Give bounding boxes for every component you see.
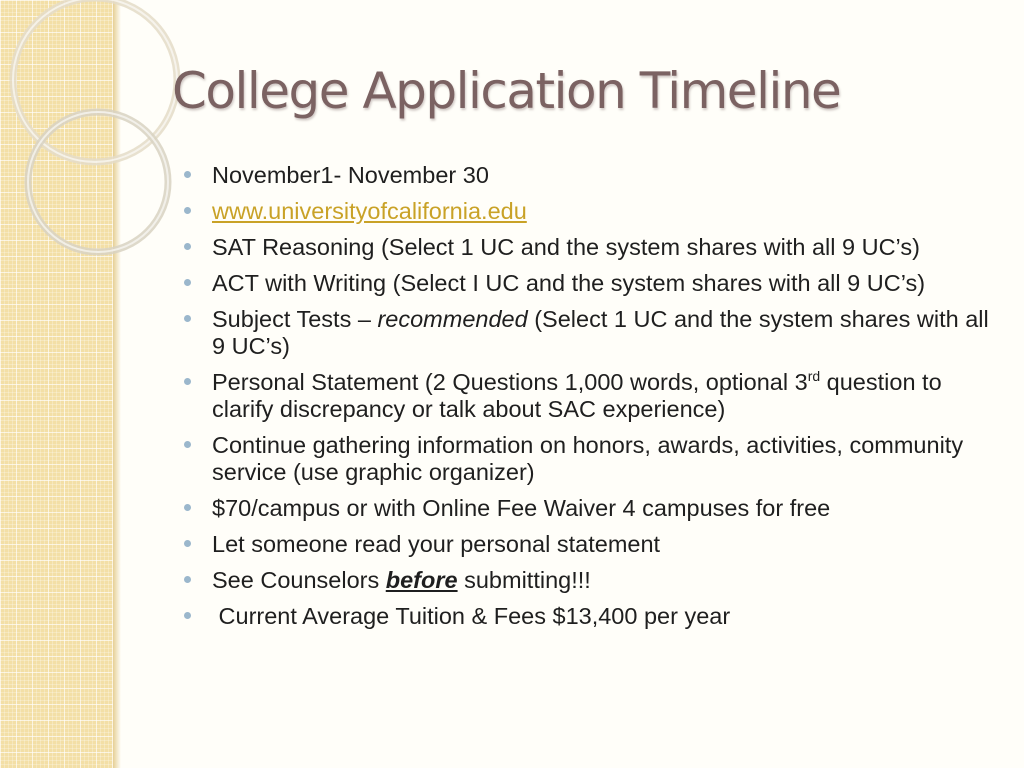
bullet-dot-icon	[184, 612, 191, 619]
bullet-item	[182, 495, 1002, 522]
bullet-emphasis: recommended	[377, 306, 528, 332]
bullet-text-post: submitting!!!	[457, 567, 591, 593]
decorative-side-band	[0, 0, 113, 768]
bullet-text: $70/campus or with Online Fee Waiver 4 campuses for free	[212, 495, 831, 521]
bullet-text: Continue gathering information on honors, awards, activities, community service (use graphic organizer)	[212, 432, 964, 485]
slide-title: College Application Timeline	[172, 62, 841, 120]
bullet-item	[182, 270, 1002, 297]
bullet-item	[182, 234, 1002, 261]
bullet-dot-icon	[184, 171, 191, 178]
bullet-list	[182, 162, 1002, 639]
bullet-item	[182, 162, 1002, 189]
bullet-text: November1- November 30	[212, 162, 489, 188]
bullet-item	[182, 432, 1002, 486]
bullet-text-post: (Select 1 UC and the system shares with all 9 UC’s)	[212, 306, 989, 359]
side-band-edge	[113, 0, 121, 768]
bullet-text-post: question to clarify discrepancy or talk about SAC experience)	[212, 369, 942, 422]
bullet-text: SAT Reasoning (Select 1 UC and the system shares with all 9 UC’s)	[212, 234, 920, 260]
bullet-text: Let someone read your personal statement	[212, 531, 661, 557]
bullet-dot-icon	[184, 540, 191, 547]
bullet-dot-icon	[184, 441, 191, 448]
uc-website-link[interactable]: www.universityofcalifornia.edu	[212, 198, 527, 224]
bullet-text-pre: See Counselors	[212, 567, 386, 593]
bullet-item	[182, 603, 1002, 630]
bullet-dot-icon	[184, 378, 191, 385]
bullet-item	[182, 369, 1002, 423]
bullet-item	[182, 306, 1002, 360]
bullet-item	[182, 198, 1002, 225]
bullet-dot-icon	[184, 576, 191, 583]
bullet-text-pre: Personal Statement (2 Questions 1,000 words, optional 3	[212, 369, 808, 395]
bullet-dot-icon	[184, 279, 191, 286]
bullet-item	[182, 567, 1002, 594]
bullet-text-pre: Subject Tests –	[212, 306, 378, 332]
bullet-item	[182, 531, 1002, 558]
bullet-dot-icon	[184, 207, 191, 214]
bullet-dot-icon	[184, 504, 191, 511]
bullet-dot-icon	[184, 315, 191, 322]
ordinal-superscript: rd	[807, 368, 821, 384]
bullet-text: ACT with Writing (Select I UC and the system shares with all 9 UC’s)	[212, 270, 926, 296]
bullet-text: Current Average Tuition & Fees $13,400 per year	[212, 603, 731, 629]
bullet-dot-icon	[184, 243, 191, 250]
bullet-strong-emphasis: before	[385, 567, 458, 593]
